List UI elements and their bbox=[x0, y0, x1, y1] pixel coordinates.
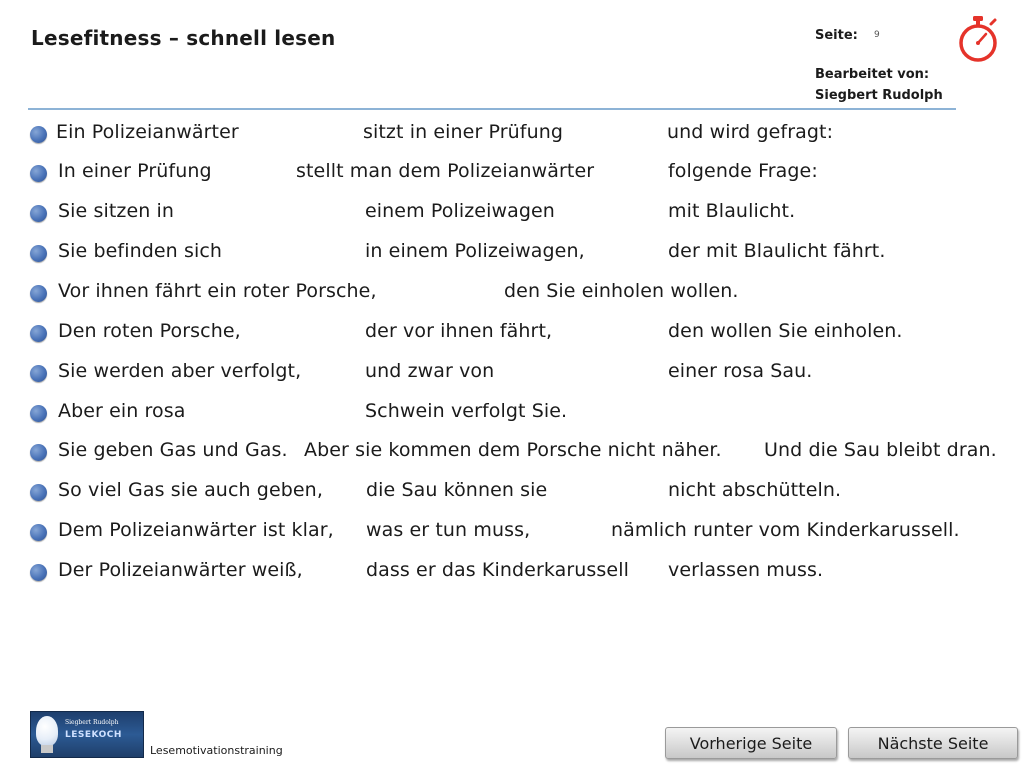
line-segment: was er tun muss, bbox=[366, 519, 531, 541]
line-segment: Schwein verfolgt Sie. bbox=[365, 400, 568, 422]
previous-page-button[interactable]: Vorherige Seite bbox=[665, 727, 837, 759]
footer-caption: Lesemotivationstraining bbox=[150, 744, 283, 757]
line-segment: Und die Sau bleibt dran. bbox=[764, 439, 997, 461]
line-segment: Der Polizeianwärter weiß, bbox=[58, 559, 303, 581]
blue-bullet-icon bbox=[30, 365, 47, 382]
lightbulb-logo bbox=[30, 711, 144, 758]
line-segment: Sie befinden sich bbox=[58, 240, 223, 262]
edited-by-label: Bearbeitet von: bbox=[815, 67, 930, 82]
line-segment: die Sau können sie bbox=[366, 479, 548, 501]
blue-bullet-icon bbox=[30, 165, 47, 182]
page-title: Lesefitness – schnell lesen bbox=[31, 26, 336, 50]
line-segment: Ein Polizeianwärter bbox=[56, 121, 239, 143]
lightbulb-base bbox=[41, 745, 53, 753]
stopwatch-icon[interactable] bbox=[955, 15, 1001, 63]
reading-line bbox=[0, 515, 1024, 545]
page-number: 9 bbox=[874, 30, 880, 40]
line-segment: den Sie einholen wollen. bbox=[504, 280, 739, 302]
reading-line bbox=[0, 396, 1024, 426]
lightbulb-icon bbox=[36, 716, 58, 746]
blue-bullet-icon bbox=[30, 205, 47, 222]
blue-bullet-icon bbox=[30, 285, 47, 302]
page-label: Seite: bbox=[815, 28, 858, 43]
reading-line bbox=[0, 356, 1024, 386]
blue-bullet-icon bbox=[30, 126, 47, 143]
line-segment: So viel Gas sie auch geben, bbox=[58, 479, 323, 501]
line-segment: Vor ihnen fährt ein roter Porsche, bbox=[58, 280, 377, 302]
line-segment: einem Polizeiwagen bbox=[365, 200, 555, 222]
header-divider bbox=[28, 108, 956, 110]
reading-line bbox=[0, 316, 1024, 346]
line-segment: der vor ihnen fährt, bbox=[365, 320, 553, 342]
line-segment: und wird gefragt: bbox=[667, 121, 834, 143]
reading-line bbox=[0, 276, 1024, 306]
line-segment: dass er das Kinderkarussell bbox=[366, 559, 629, 581]
line-segment: Sie werden aber verfolgt, bbox=[58, 360, 302, 382]
line-segment: Aber sie kommen dem Porsche nicht näher. bbox=[304, 439, 722, 461]
logo-brand: LESEKOCH bbox=[65, 730, 122, 740]
line-segment: Aber ein rosa bbox=[58, 400, 186, 422]
next-page-button[interactable]: Nächste Seite bbox=[848, 727, 1018, 759]
line-segment: Dem Polizeianwärter ist klar, bbox=[58, 519, 334, 541]
line-segment: nämlich runter vom Kinderkarussell. bbox=[611, 519, 960, 541]
line-segment: sitzt in einer Prüfung bbox=[363, 121, 564, 143]
blue-bullet-icon bbox=[30, 484, 47, 501]
line-segment: folgende Frage: bbox=[668, 160, 818, 182]
line-segment: einer rosa Sau. bbox=[668, 360, 813, 382]
blue-bullet-icon bbox=[30, 405, 47, 422]
blue-bullet-icon bbox=[30, 524, 47, 541]
author-name: Siegbert Rudolph bbox=[815, 88, 943, 103]
line-segment: stellt man dem Polizeianwärter bbox=[296, 160, 595, 182]
line-segment: und zwar von bbox=[365, 360, 495, 382]
blue-bullet-icon bbox=[30, 564, 47, 581]
line-segment: in einem Polizeiwagen, bbox=[365, 240, 585, 262]
blue-bullet-icon bbox=[30, 325, 47, 342]
line-segment: Sie geben Gas und Gas. bbox=[58, 439, 288, 461]
reading-line bbox=[0, 156, 1024, 186]
line-segment: Sie sitzen in bbox=[58, 200, 175, 222]
blue-bullet-icon bbox=[30, 245, 47, 262]
reading-line bbox=[0, 196, 1024, 226]
logo-author: Siegbert Rudolph bbox=[65, 719, 119, 726]
reading-line bbox=[0, 236, 1024, 266]
line-segment: mit Blaulicht. bbox=[668, 200, 796, 222]
line-segment: Den roten Porsche, bbox=[58, 320, 241, 342]
reading-line bbox=[0, 117, 1024, 147]
line-segment: In einer Prüfung bbox=[58, 160, 212, 182]
line-segment: den wollen Sie einholen. bbox=[668, 320, 903, 342]
line-segment: nicht abschütteln. bbox=[668, 479, 842, 501]
line-segment: der mit Blaulicht fährt. bbox=[668, 240, 886, 262]
reading-line bbox=[0, 435, 1024, 465]
reading-line bbox=[0, 555, 1024, 585]
blue-bullet-icon bbox=[30, 444, 47, 461]
line-segment: verlassen muss. bbox=[668, 559, 824, 581]
reading-line bbox=[0, 475, 1024, 505]
